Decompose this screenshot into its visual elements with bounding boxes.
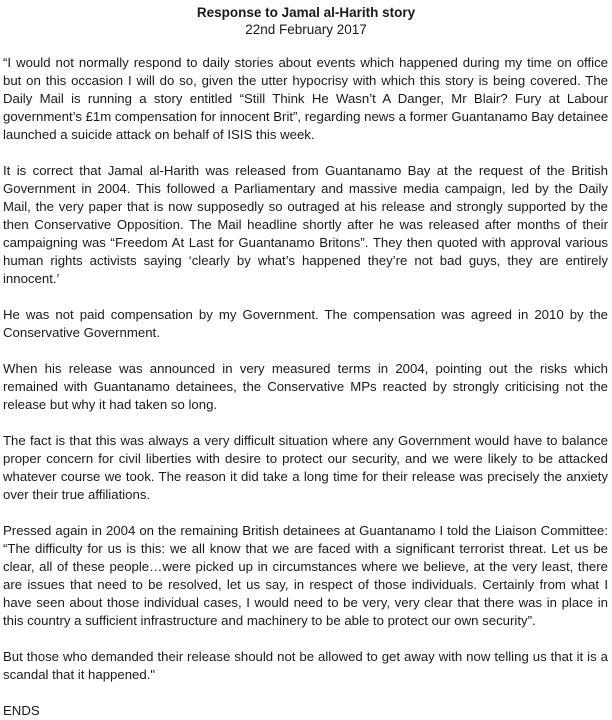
text-line: launched a suicide attack on behalf of ISIS this week. — [3, 127, 315, 142]
text-line: scandal that it happened." — [3, 667, 156, 682]
paragraph-7 — [3, 648, 608, 684]
document-date: 22nd February 2017 — [245, 22, 367, 37]
text-line: remained with Guantanamo detainees, the Conservative MPs reacted by strongly criticising not the — [3, 379, 608, 394]
text-line: “I would not normally respond to daily stories about events which happened during my time on office — [3, 55, 608, 70]
text-line: over their true affiliations. — [3, 487, 151, 502]
text-line: proper concern for civil liberties with desire to protect our security, and we were likely to be attacked — [3, 451, 608, 466]
text-line: then Conservative Opposition. The Mail headline shortly after he was released after months of their — [3, 217, 608, 232]
text-line: The fact is that this was always a very difficult situation where any Government would have to balance — [3, 433, 608, 448]
text-line: innocent.’ — [3, 271, 60, 286]
text-line: Government in 2004. This followed a Parliamentary and massive media campaign, led by the Daily — [3, 181, 608, 196]
text-line: have seen about those individual cases, I would need to be very, very clear that there was in place in — [3, 595, 608, 610]
paragraph-2 — [3, 162, 608, 288]
text-line: government’s £1m compensation for innocent Brit”, regarding news a former Guantanamo Bay detainee — [3, 109, 609, 124]
text-line: campaigning was “Freedom At Last for Guantanamo Britons”. They then quoted with approval various — [3, 235, 608, 250]
paragraph-3 — [3, 306, 608, 342]
paragraph-4 — [3, 360, 608, 414]
text-line: release but why it had taken so long. — [3, 397, 218, 412]
document-header — [0, 0, 612, 38]
text-line: Daily Mail is running a story entitled “Still Think He Wasn’t A Danger, Mr Blair? Fury at Labour — [3, 91, 608, 106]
document-title: Response to Jamal al-Harith story — [196, 5, 416, 20]
paragraph-1 — [3, 54, 608, 144]
ends-marker: ENDS — [3, 703, 40, 718]
text-line: clear, all of these people…were picked up in circumstances where we believe, at the very least, there — [3, 559, 608, 574]
paragraph-6 — [3, 522, 608, 630]
text-line: Conservative Government. — [3, 325, 160, 340]
paragraph-5 — [3, 432, 608, 504]
text-line: but on this occasion I will do so, given the utter hypocrisy with which this story is being covered. The — [3, 73, 608, 88]
text-line: are issues that need to be resolved, let us say, in respect of those individuals. Certainly from what I — [3, 577, 608, 592]
text-line: Mail, the very paper that is now supposedly so outraged at his release and strongly supported by the — [3, 199, 608, 214]
text-line: But those who demanded their release should not be allowed to get away with now telling us that it is a — [3, 649, 608, 664]
document-body — [3, 54, 608, 720]
text-line: “The difficulty for us is this: we all know that we are faced with a significant terrorist threat. Let us be — [3, 541, 608, 556]
text-line: It is correct that Jamal al-Harith was released from Guantanamo Bay at the request of the British — [3, 163, 608, 178]
text-line: whatever course we took. The reason it did take a long time for their release was precisely the anxiety — [3, 469, 608, 484]
text-line: Pressed again in 2004 on the remaining British detainees at Guantanamo I told the Liaison Committee: — [3, 523, 608, 538]
text-line: When his release was announced in very measured terms in 2004, pointing out the risks which — [3, 361, 608, 376]
text-line: He was not paid compensation by my Government. The compensation was agreed in 2010 by the — [3, 307, 608, 322]
text-line: human rights activists saying ‘clearly by what’s happened they’re not bad guys, they are entirely — [3, 253, 608, 268]
text-line: this country a sufficient infrastructure and machinery to be able to protect our own security”. — [3, 613, 536, 628]
